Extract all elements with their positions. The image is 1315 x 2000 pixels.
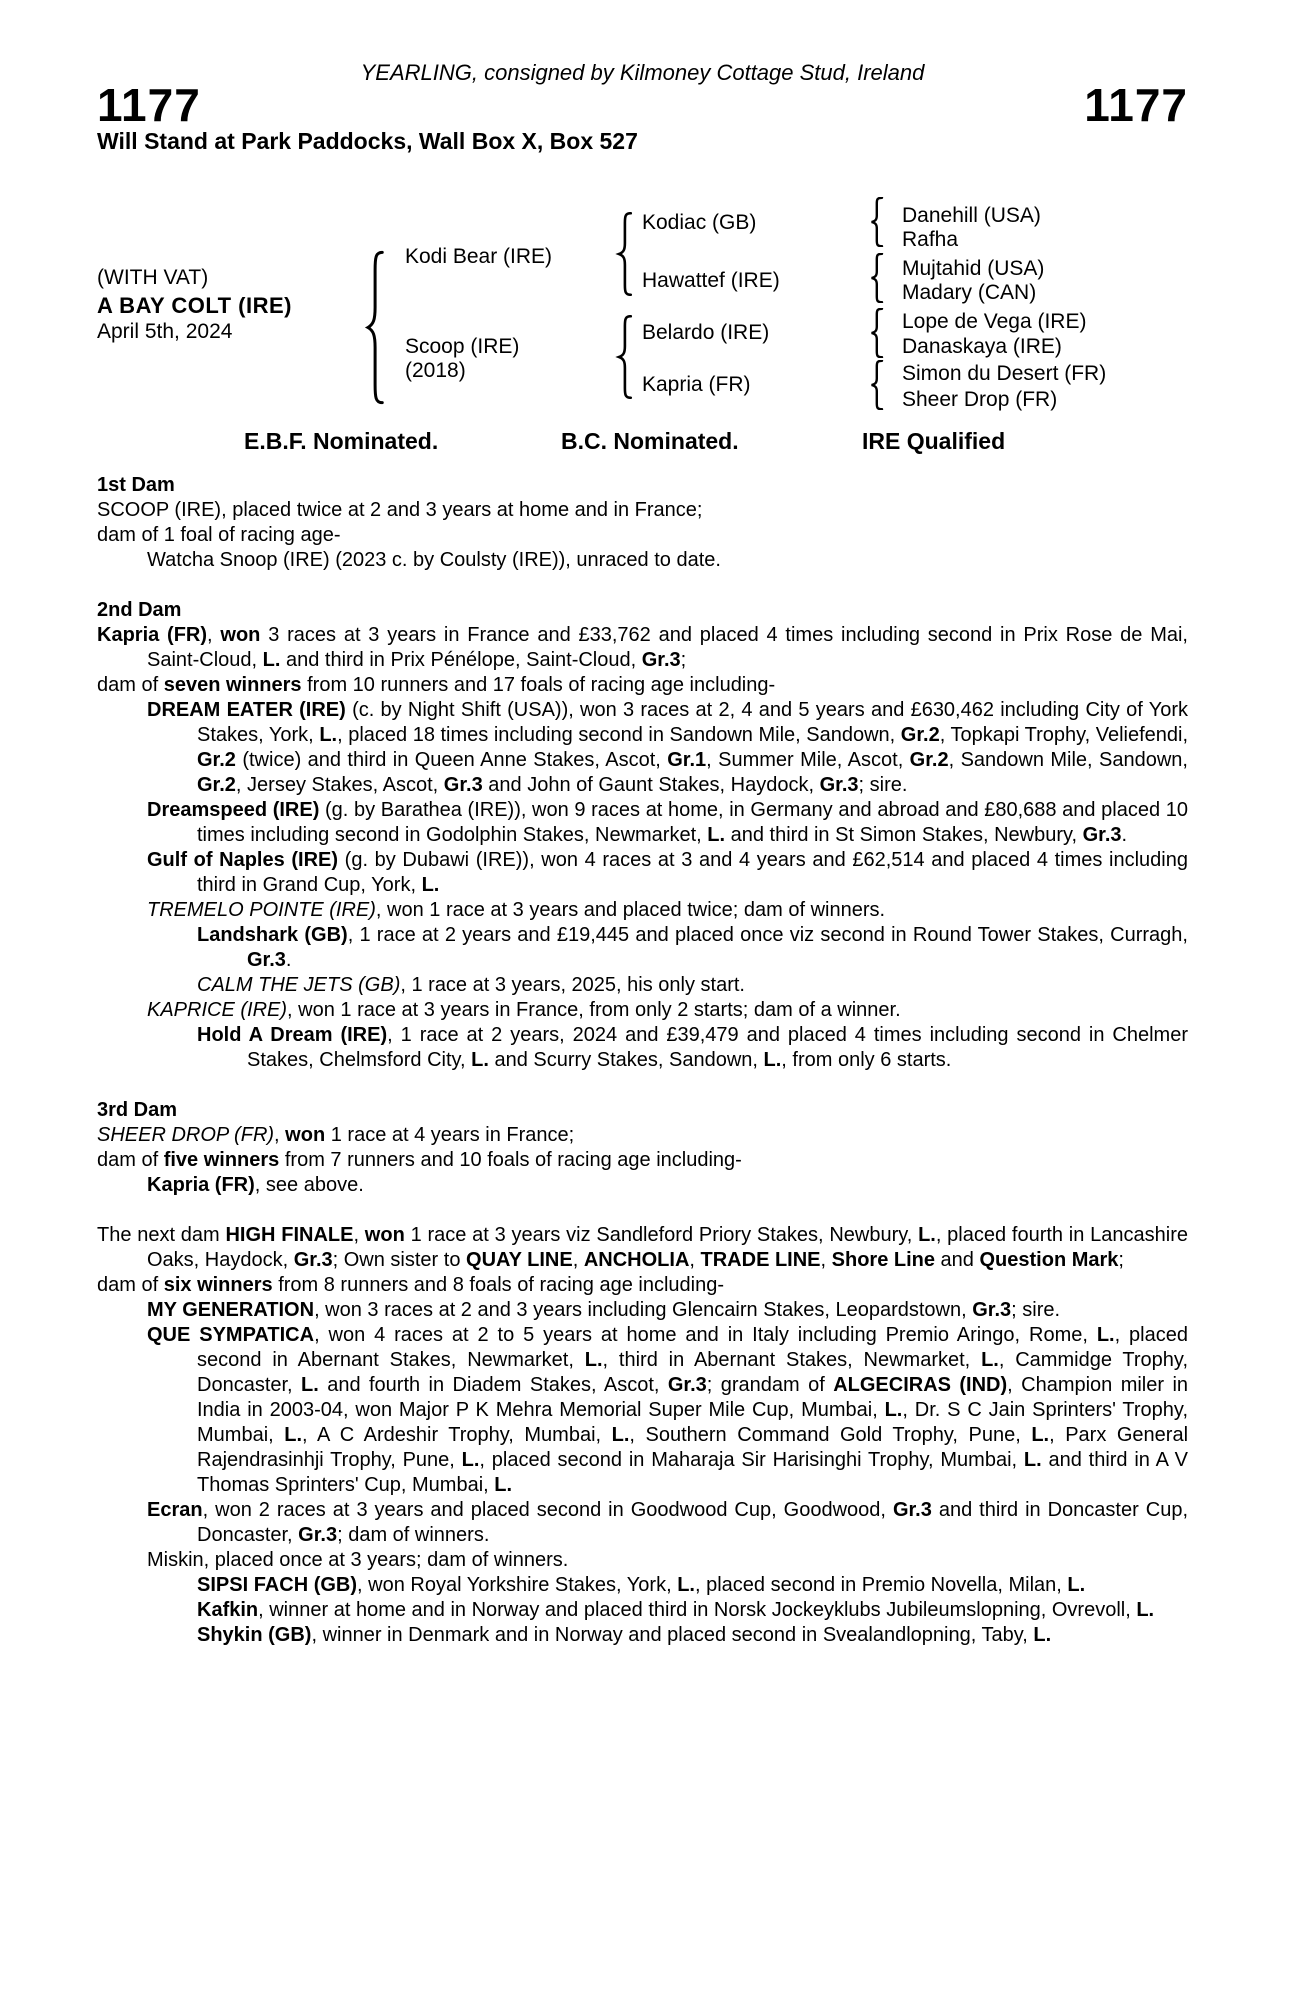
pedigree-paragraph: Kapria (FR), won 3 races at 3 years in France and £33,762 and placed 4 times including second in Prix Rose de Mai, Saint-Cloud, L. and third in Prix Pénélope, Saint-Cloud, Gr.3;: [97, 624, 1188, 671]
pedigree-paragraph: KAPRICE (IRE), won 1 race at 3 years in France, from only 2 starts; dam of a winner.: [147, 999, 901, 1021]
pedigree-paragraph: dam of six winners from 8 runners and 8 foals of racing age including-: [97, 1274, 725, 1296]
lot-number-left: 1177: [97, 79, 201, 131]
dam-section-heading: 3rd Dam: [97, 1099, 178, 1121]
dam-sire-brace: [868, 308, 884, 358]
dam-section: [97, 598, 1188, 1073]
foal-date: April 5th, 2024: [97, 320, 233, 343]
dam-section: [97, 1098, 1188, 1198]
dam-dam-sire-name: Simon du Desert (FR): [902, 362, 1107, 385]
pedigree-paragraph: SIPSI FACH (GB), won Royal Yorkshire Stakes, York, L., placed second in Premio Novella, Milan, L.: [197, 1574, 1086, 1596]
pedigree-paragraph: The next dam HIGH FINALE, won 1 race at 3 years viz Sandleford Priory Stakes, Newbury, L., placed fourth in Lancashire Oaks, Haydock, Gr.3; Own sister to QUAY LINE, ANCHOLIA, TRADE LINE, Shore Line and Question Mark;: [97, 1224, 1188, 1271]
dam-section-heading: 1st Dam: [97, 474, 175, 496]
pedigree-paragraph: Kafkin, winner at home and in Norway and placed third in Norsk Jockeyklubs Jubileumslopning, Ovrevoll, L.: [197, 1599, 1155, 1621]
pedigree-paragraph: Gulf of Naples (IRE) (g. by Dubawi (IRE)), won 4 races at 3 and 4 years and £62,514 and placed 4 times including third in Grand Cup, York, L.: [147, 849, 1188, 896]
bc-nominated-label: B.C. Nominated.: [561, 428, 739, 454]
pedigree-paragraph: Miskin, placed once at 3 years; dam of winners.: [147, 1549, 569, 1571]
sire-dam-name: Hawattef (IRE): [642, 269, 780, 292]
sire-dam-dam-name: Madary (CAN): [902, 281, 1037, 304]
lot-number-right: 1177: [1084, 79, 1188, 131]
pedigree-paragraph: TREMELO POINTE (IRE), won 1 race at 3 years and placed twice; dam of winners.: [147, 899, 886, 921]
consignor-line: YEARLING, consigned by Kilmoney Cottage Stud, Ireland: [360, 60, 925, 85]
sire-dam-sire-name: Mujtahid (USA): [902, 257, 1045, 280]
pedigree-paragraph: Kapria (FR), see above.: [147, 1174, 364, 1196]
dam-dam-dam-name: Sheer Drop (FR): [902, 388, 1058, 411]
sire-branch-brace: [615, 212, 633, 296]
dam-dam-brace: [868, 360, 884, 410]
dam-section: [97, 1223, 1188, 1648]
dam-year: (2018): [405, 359, 466, 382]
pedigree-main-brace: [363, 250, 385, 405]
nominations-line: [97, 428, 1188, 458]
pedigree-paragraph: Ecran, won 2 races at 3 years and placed second in Goodwood Cup, Goodwood, Gr.3 and third in Doncaster Cup, Doncaster, Gr.3; dam of winners.: [147, 1499, 1188, 1546]
stand-location-line: Will Stand at Park Paddocks, Wall Box X, Box 527: [97, 128, 638, 154]
sire-sire-brace: [868, 197, 884, 247]
dam-sire-dam-name: Danaskaya (IRE): [902, 335, 1062, 358]
sire-name: Kodi Bear (IRE): [405, 245, 553, 268]
pedigree-paragraph: dam of 1 foal of racing age-: [97, 524, 341, 546]
pedigree-paragraph: MY GENERATION, won 3 races at 2 and 3 years including Glencairn Stakes, Leopardstown, Gr.3; sire.: [147, 1299, 1061, 1321]
dam-section-heading: 2nd Dam: [97, 599, 182, 621]
dam-sire-sire-name: Lope de Vega (IRE): [902, 310, 1087, 333]
sire-sire-name: Kodiac (GB): [642, 211, 757, 234]
catalogue-body: [97, 473, 1188, 1648]
ire-qualified-label: IRE Qualified: [862, 428, 1006, 454]
pedigree-paragraph: Landshark (GB), 1 race at 2 years and £19,445 and placed once viz second in Round Tower Stakes, Curragh, Gr.3.: [197, 924, 1188, 971]
pedigree-paragraph: Shykin (GB), winner in Denmark and in Norway and placed second in Svealandlopning, Taby, L.: [197, 1624, 1052, 1646]
pedigree-paragraph: CALM THE JETS (GB), 1 race at 3 years, 2025, his only start.: [197, 974, 745, 996]
pedigree-tree: [97, 190, 1188, 428]
dam-sire-name: Belardo (IRE): [642, 321, 770, 344]
dam-dam-name: Kapria (FR): [642, 373, 751, 396]
pedigree-paragraph: SCOOP (IRE), placed twice at 2 and 3 years at home and in France;: [97, 499, 703, 521]
sire-sire-dam-name: Rafha: [902, 228, 959, 251]
sire-sire-sire-name: Danehill (USA): [902, 204, 1041, 227]
colt-description: A BAY COLT (IRE): [97, 293, 293, 318]
dam-branch-brace: [615, 315, 633, 399]
dam-section: [97, 473, 1188, 573]
pedigree-paragraph: Hold A Dream (IRE), 1 race at 2 years, 2024 and £39,479 and placed 4 times including second in Chelmer Stakes, Chelmsford City, L. and Scurry Stakes, Sandown, L., from only 6 starts.: [197, 1024, 1188, 1071]
ebf-nominated-label: E.B.F. Nominated.: [244, 428, 439, 454]
pedigree-paragraph: DREAM EATER (IRE) (c. by Night Shift (USA)), won 3 races at 2, 4 and 5 years and £630,462 including City of York Stakes, York, L., placed 18 times including second in Sandown Mile, Sandown, Gr.2, Topkapi Trophy, Veliefendi, Gr.2 (twice) and third in Queen Anne Stakes, Ascot, Gr.1, Summer Mile, Ascot, Gr.2, Sandown Mile, Sandown, Gr.2, Jersey Stakes, Ascot, Gr.3 and John of Gaunt Stakes, Haydock, Gr.3; sire.: [147, 699, 1189, 796]
pedigree-paragraph: dam of seven winners from 10 runners and 17 foals of racing age including-: [97, 674, 776, 696]
dam-name: Scoop (IRE): [405, 335, 520, 358]
pedigree-paragraph: SHEER DROP (FR), won 1 race at 4 years in France;: [97, 1124, 575, 1146]
pedigree-paragraph: dam of five winners from 7 runners and 10 foals of racing age including-: [97, 1149, 742, 1171]
pedigree-paragraph: QUE SYMPATICA, won 4 races at 2 to 5 years at home and in Italy including Premio Aringo, Rome, L., placed second in Abernant Stakes, Newmarket, L., third in Abernant Stakes, Newmarket, L., Cammidge Trophy, Doncaster, L. and fourth in Diadem Stakes, Ascot, Gr.3; grandam of ALGECIRAS (IND), Champion miler in India in 2003-04, won Major P K Mehra Memorial Super Mile Cup, Mumbai, L., Dr. S C Jain Sprinters' Trophy, Mumbai, L., A C Ardeshir Trophy, Mumbai, L., Southern Command Gold Trophy, Pune, L., Parx General Rajendrasinhji Trophy, Pune, L., placed second in Maharaja Sir Harisinghi Trophy, Mumbai, L. and third in A V Thomas Sprinters' Cup, Mumbai, L.: [147, 1324, 1189, 1496]
pedigree-paragraph: Watcha Snoop (IRE) (2023 c. by Coulsty (IRE)), unraced to date.: [147, 549, 721, 571]
vat-note: (WITH VAT): [97, 266, 209, 289]
sire-dam-brace: [868, 253, 884, 303]
pedigree-paragraph: Dreamspeed (IRE) (g. by Barathea (IRE)), won 9 races at home, in Germany and abroad and £80,688 and placed 10 times including second in Godolphin Stakes, Newmarket, L. and third in St Simon Stakes, Newbury, Gr.3.: [147, 799, 1188, 846]
